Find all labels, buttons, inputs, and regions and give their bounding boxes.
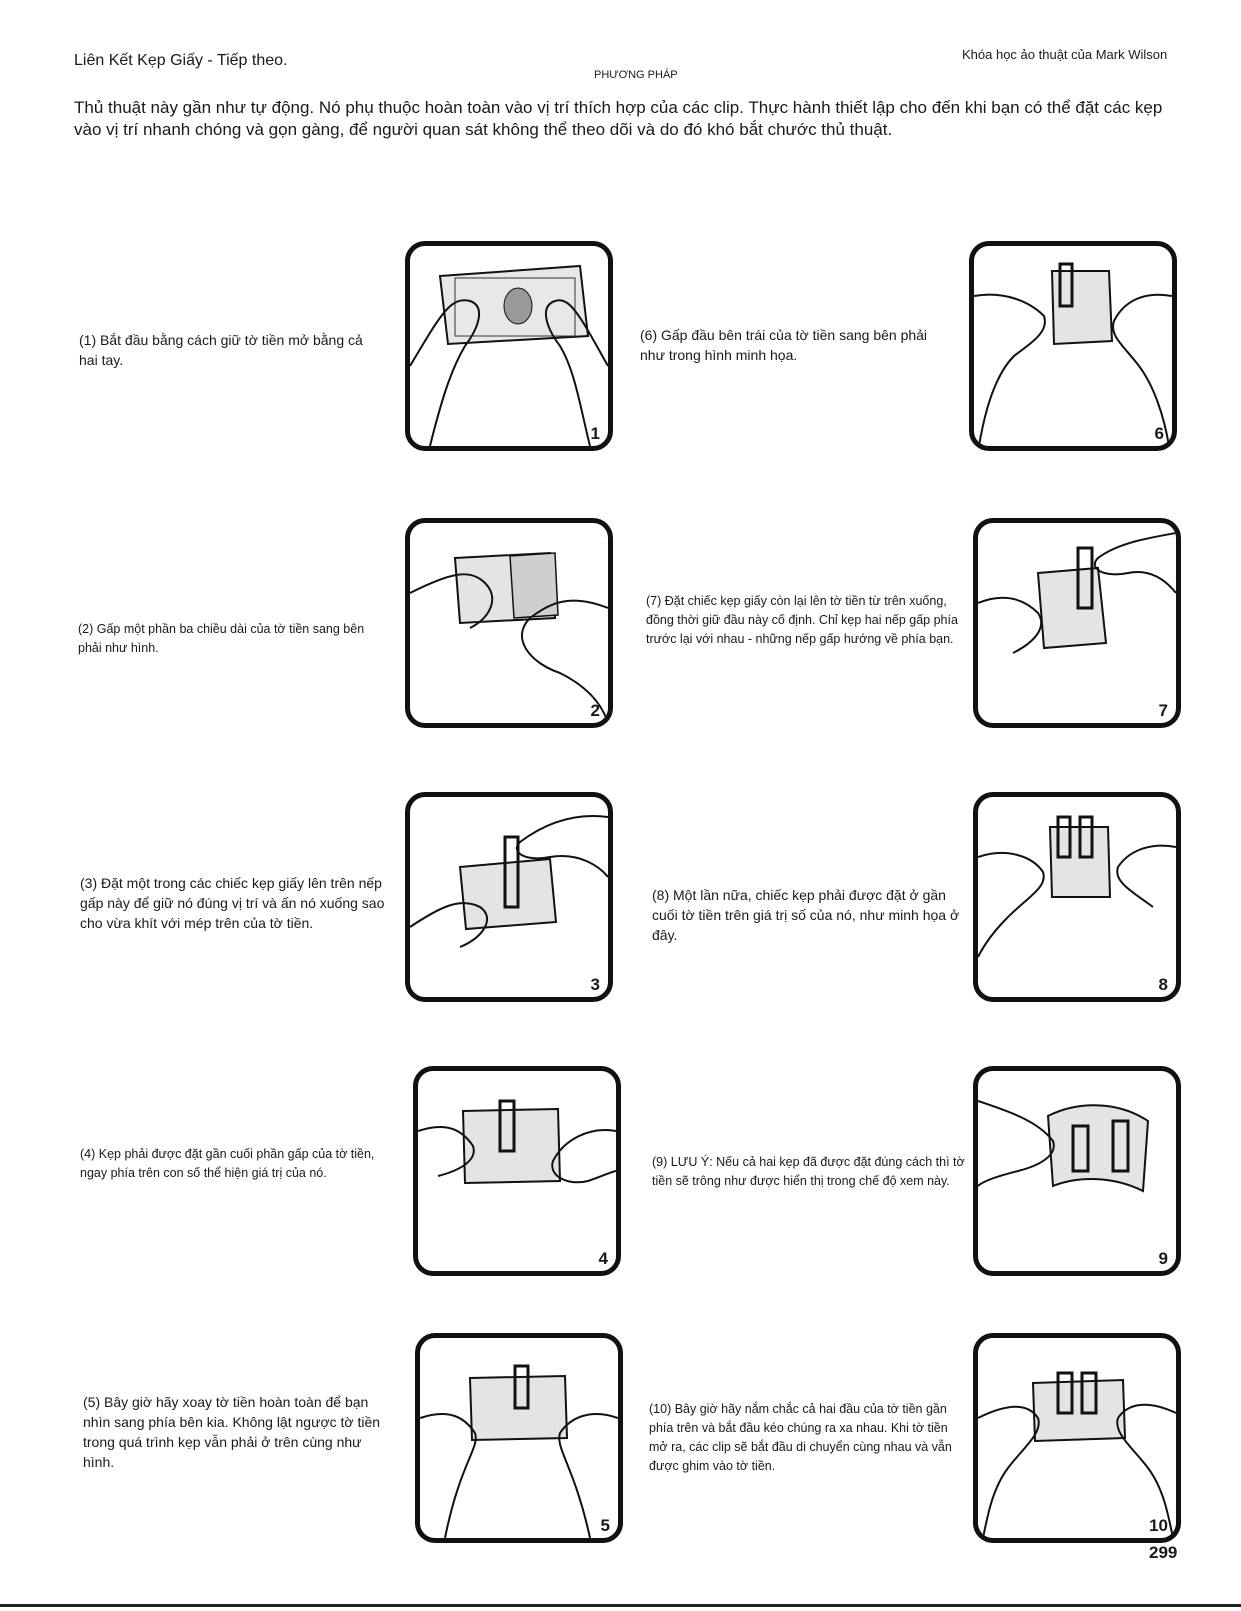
- intro-paragraph: Thủ thuật này gần như tự động. Nó phụ thuộc hoàn toàn vào vị trí thích hợp của các clip. Thực hành thiết lập cho đến khi bạn có thể đặt các kẹp vào vị trí nhanh chóng và gọn gàng, để người quan sát không thể theo dõi và do đó khó bắt chước thủ thuật.: [74, 98, 1163, 139]
- illustration-panel-7: [973, 518, 1181, 728]
- step-7-text: (7) Đặt chiếc kẹp giấy còn lại lên tờ tiền từ trên xuống, đồng thời giữ đầu này cố định. Chỉ kẹp hai nếp gấp phía trước lại với nhau - những nếp gấp hướng về phía bạn.: [646, 594, 958, 646]
- placing-second-clip: [978, 523, 1176, 723]
- panel-number: 8: [1158, 975, 1168, 994]
- illustration-panel-4: [413, 1066, 621, 1276]
- panel-number: 10: [1149, 1516, 1168, 1535]
- panel-number: 5: [600, 1516, 610, 1535]
- step-5-text: (5) Bây giờ hãy xoay tờ tiền hoàn toàn để bạn nhìn sang phía bên kia. Không lật ngược tờ tiền trong quá trình kẹp vẫn phải ở trên cùng như hình.: [83, 1394, 381, 1470]
- page-number: 299: [1149, 1543, 1178, 1562]
- panel-number: 4: [598, 1249, 608, 1268]
- bill-turned-around: [420, 1338, 618, 1538]
- step-3-text: (3) Đặt một trong các chiếc kẹp giấy lên trên nếp gấp này để giữ nó đúng vị trí và ấn nó xuống sao cho vừa khít với mép trên của tờ tiền.: [80, 875, 385, 931]
- folding-bill-third: [410, 523, 608, 723]
- illustration-panel-2: [405, 518, 613, 728]
- illustration-panel-8: [973, 792, 1181, 1002]
- placing-first-clip: [410, 797, 608, 997]
- chapter-title: Liên Kết Kẹp Giấy - Tiếp theo.: [74, 52, 288, 69]
- panel-number: 9: [1158, 1249, 1168, 1268]
- step-1-text: (1) Bắt đầu bằng cách giữ tờ tiền mở bằng cả hai tay.: [79, 332, 363, 368]
- bottom-rule: [0, 1604, 1241, 1607]
- panel-number: 3: [590, 975, 600, 994]
- second-clip-position: [978, 797, 1176, 997]
- step-2-text: (2) Gấp một phần ba chiều dài của tờ tiền sang bên phải như hình.: [78, 622, 365, 655]
- folding-left-end: [974, 246, 1172, 446]
- illustration-panel-10: [973, 1333, 1181, 1543]
- step-8-text: (8) Một lần nữa, chiếc kẹp phải được đặt ở gần cuối tờ tiền trên giá trị số của nó, như minh họa ở đây.: [652, 887, 960, 943]
- panel-number: 2: [590, 701, 600, 720]
- course-title: Khóa học ảo thuật của Mark Wilson: [962, 47, 1168, 62]
- clipped-bill-view: [978, 1071, 1176, 1271]
- hands-holding-bill-open: [410, 246, 608, 446]
- step-9-text: (9) LƯU Ý: Nếu cả hai kẹp đã được đặt đúng cách thì tờ tiền sẽ trông như được hiển thị trong chế độ xem này.: [652, 1155, 965, 1188]
- panel-number: 7: [1158, 701, 1168, 720]
- panel-number: 6: [1154, 424, 1164, 443]
- step-4-text: (4) Kẹp phải được đặt gần cuối phần gấp của tờ tiền, ngay phía trên con số thể hiện giá trị của nó.: [80, 1147, 375, 1180]
- illustration-panel-5: [415, 1333, 623, 1543]
- section-heading: PHƯƠNG PHÁP: [594, 69, 678, 81]
- pulling-bill-apart: [978, 1338, 1176, 1538]
- illustration-panel-9: [973, 1066, 1181, 1276]
- step-10-text: (10) Bây giờ hãy nắm chắc cả hai đầu của tờ tiền gần phía trên và bắt đầu kéo chúng ra xa nhau. Khi tờ tiền mở ra, các clip sẽ bắt đầu di chuyển cùng nhau và vẫn được ghim vào tờ tiền.: [649, 1402, 952, 1473]
- panel-number: 1: [590, 424, 600, 443]
- illustration-panel-3: [405, 792, 613, 1002]
- illustration-panel-6: [969, 241, 1177, 451]
- clip-position-detail: [418, 1071, 616, 1271]
- step-6-text: (6) Gấp đầu bên trái của tờ tiền sang bên phải như trong hình minh họa.: [640, 327, 928, 363]
- illustration-panel-1: [405, 241, 613, 451]
